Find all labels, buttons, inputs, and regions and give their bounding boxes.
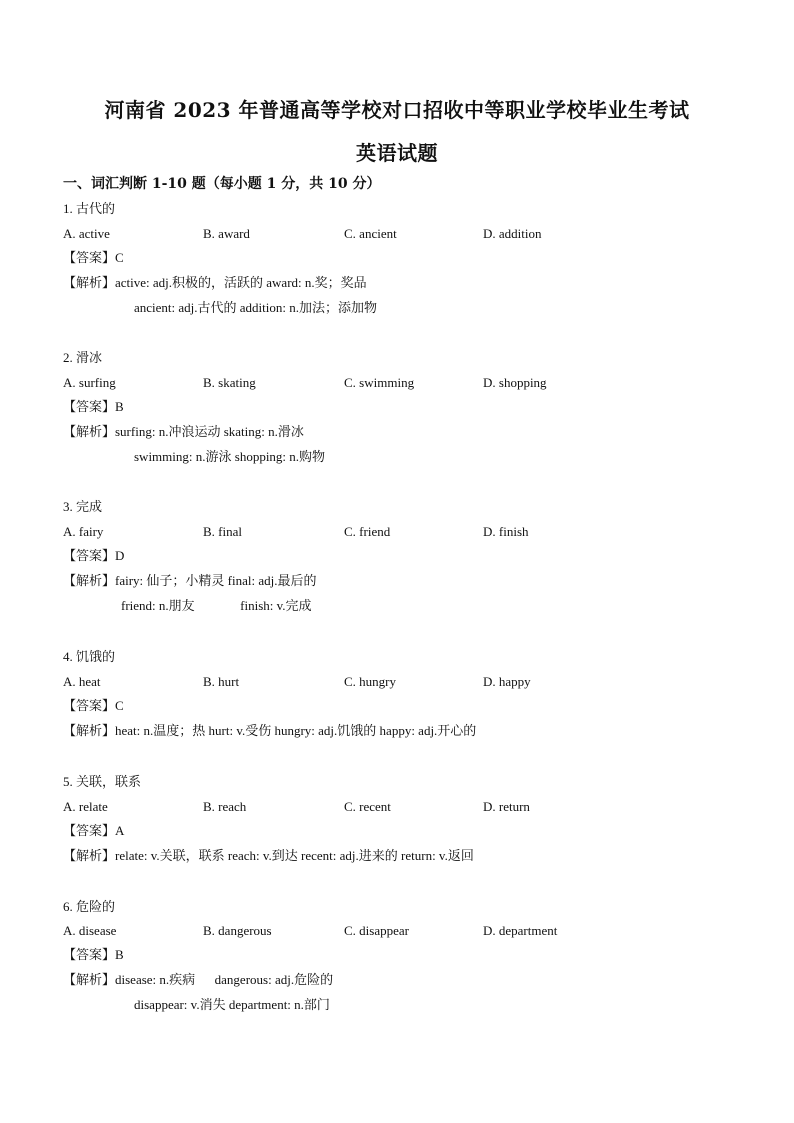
explanation-line-2: disappear: v.消失 department: n.部门	[134, 997, 330, 1012]
options-row	[63, 522, 663, 542]
explanation-line-1: 【解析】surfing: n.冲浪运动 skating: n.滑冰	[63, 424, 304, 439]
option-c: C. swimming	[344, 375, 415, 390]
answer-line: 【答案】B	[63, 947, 124, 962]
question-prompt: 6. 危险的	[63, 899, 116, 914]
option-d: D. shopping	[483, 375, 547, 390]
explanation-line-1: 【解析】active: adj.积极的，活跃的 award: n.奖；奖品	[63, 275, 367, 290]
option-c: C. ancient	[344, 226, 397, 241]
option-a: A. active	[63, 226, 110, 241]
option-b: B. skating	[203, 375, 256, 390]
explanation-line-2: ancient: adj.古代的 addition: n.加法；添加物	[134, 300, 377, 315]
question-prompt: 5. 关联，联系	[63, 774, 142, 789]
option-c: C. recent	[344, 799, 391, 814]
answer-line: 【答案】C	[63, 698, 124, 713]
option-d: D. addition	[483, 226, 542, 241]
question-prompt: 3. 完成	[63, 499, 103, 514]
explanation-line-1: 【解析】relate: v.关联，联系 reach: v.到达 recent: adj.进来的 return: v.返回	[63, 848, 474, 863]
option-d: D. department	[483, 923, 558, 938]
answer-line: 【答案】A	[63, 823, 125, 838]
options-row	[63, 797, 663, 817]
option-a: A. fairy	[63, 524, 104, 539]
option-a: A. relate	[63, 799, 108, 814]
options-row	[63, 224, 663, 244]
explanation-line-2: swimming: n.游泳 shopping: n.购物	[134, 449, 326, 464]
option-a: A. surfing	[63, 375, 116, 390]
option-b: B. hurt	[203, 674, 240, 689]
option-b: B. award	[203, 226, 250, 241]
options-row	[63, 373, 663, 393]
explanation-line-1: 【解析】fairy: 仙子；小精灵 final: adj.最后的	[63, 573, 317, 588]
options-row	[63, 672, 663, 692]
exam-title: 河南省 2023 年普通高等学校对口招收中等职业学校毕业生考试	[104, 98, 690, 122]
answer-line: 【答案】D	[63, 548, 125, 563]
option-a: A. disease	[63, 923, 117, 938]
answer-line: 【答案】B	[63, 399, 124, 414]
option-b: B. reach	[203, 799, 247, 814]
option-b: B. final	[203, 524, 242, 539]
option-d: D. happy	[483, 674, 531, 689]
explanation-line-1: 【解析】disease: n.疾病 dangerous: adj.危险的	[63, 972, 334, 987]
option-a: A. heat	[63, 674, 101, 689]
section-heading: 一、词汇判断 1-10 题（每小题 1 分，共 10 分）	[63, 176, 381, 192]
option-d: D. return	[483, 799, 530, 814]
option-c: C. friend	[344, 524, 391, 539]
option-d: D. finish	[483, 524, 529, 539]
explanation-line-1: 【解析】heat: n.温度；热 hurt: v.受伤 hungry: adj.饥饿的 happy: adj.开心的	[63, 723, 477, 738]
explanation-line-2: friend: n.朋友 finish: v.完成	[121, 598, 312, 613]
question-prompt: 4. 饥饿的	[63, 649, 116, 664]
exam-subtitle: 英语试题	[356, 141, 438, 165]
option-c: C. hungry	[344, 674, 396, 689]
question-prompt: 2. 滑冰	[63, 350, 103, 365]
option-c: C. disappear	[344, 923, 409, 938]
answer-line: 【答案】C	[63, 250, 124, 265]
options-row	[63, 921, 663, 941]
question-prompt: 1. 古代的	[63, 201, 116, 216]
option-b: B. dangerous	[203, 923, 272, 938]
